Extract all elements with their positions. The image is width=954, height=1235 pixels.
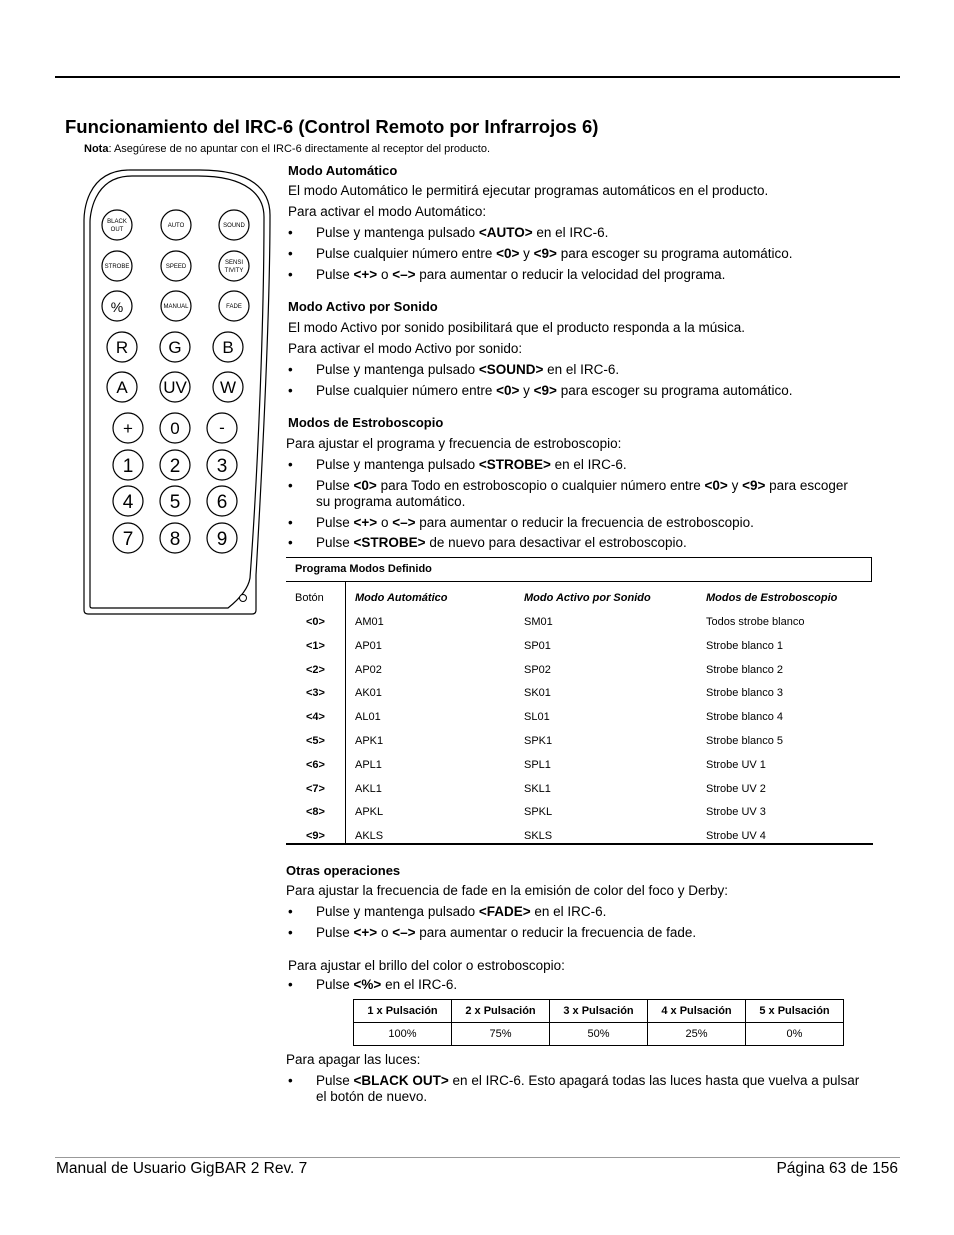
row-sound: SM01 <box>524 616 553 628</box>
row-button: <2> <box>306 663 325 676</box>
row-button: <0> <box>306 616 325 628</box>
pulse-header-1: 1 x Pulsación <box>354 1000 452 1023</box>
row-strobe: Strobe UV 2 <box>706 782 766 795</box>
row-auto: AP02 <box>355 663 382 676</box>
remote-blackout-label-1: BLACK <box>107 219 127 225</box>
row-sound: SKL1 <box>524 782 551 795</box>
program-table-title: Programa Modos Definido <box>295 563 432 575</box>
row-auto: AM01 <box>355 616 384 628</box>
row-strobe: Strobe UV 1 <box>706 758 766 771</box>
row-auto: APL1 <box>355 758 382 771</box>
pulse-brightness-table <box>353 999 844 1046</box>
remote-sound-label: SOUND <box>223 223 245 229</box>
row-button: <1> <box>306 639 325 652</box>
program-table-row <box>286 682 873 706</box>
remote-r-label: R <box>115 338 129 357</box>
row-sound: SK01 <box>524 687 551 700</box>
pulse-value-5: 0% <box>746 1023 844 1046</box>
row-strobe: Strobe blanco 3 <box>706 687 784 700</box>
sound-description: El modo Activo por sonido posibilitará que el producto responda a la música. <box>288 320 746 335</box>
row-button: <3> <box>306 687 325 700</box>
row-strobe: Strobe blanco 2 <box>706 663 784 676</box>
program-table-row <box>286 730 873 754</box>
sound-section-title: Modo Activo por Sonido <box>288 299 438 314</box>
other-lead-3: Para apagar las luces: <box>286 1052 421 1067</box>
row-auto: AK01 <box>355 687 382 700</box>
remote-auto-label: AUTO <box>167 223 185 229</box>
row-sound: SP02 <box>524 663 551 676</box>
remote-digit-2: 2 <box>169 456 181 477</box>
footer-manual-title: Manual de Usuario GigBAR 2 Rev. 7 <box>56 1160 308 1177</box>
remote-digit-5: 5 <box>169 492 181 513</box>
remote-sensitivity-label-2: TIVITY <box>224 268 244 274</box>
row-button: <5> <box>306 735 325 747</box>
remote-digit-6: 6 <box>216 492 228 513</box>
remote-a-label: A <box>116 378 128 397</box>
pulse-value-3: 50% <box>550 1023 648 1046</box>
row-sound: SL01 <box>524 711 550 724</box>
row-button: <4> <box>306 711 325 724</box>
pulse-value-1: 100% <box>354 1023 452 1046</box>
remote-digit-1: 1 <box>122 456 134 477</box>
remote-manual-label: MANUAL <box>163 304 189 310</box>
remote-strobe-label: STROBE <box>104 264 130 270</box>
header-strobe: Modos de Estroboscopio <box>706 592 838 604</box>
note-text: : Asegúrese de no apuntar con el IRC-6 directamente al receptor del producto. <box>108 143 491 155</box>
row-sound: SPKL <box>524 806 553 819</box>
remote-w-label: W <box>219 378 237 397</box>
remote-g-label: G <box>168 338 182 357</box>
pulse-table-values-row <box>354 1023 844 1046</box>
remote-control-illustration <box>0 0 280 625</box>
program-table-header-row <box>286 587 873 611</box>
auto-description: El modo Automático le permitirá ejecutar programas automáticos en el producto. <box>288 183 769 198</box>
remote-indicator <box>240 595 247 602</box>
remote-sensitivity-label-1: SENSI <box>224 260 244 266</box>
remote-digit-8: 8 <box>169 529 181 550</box>
footer-page-number: Página 63 de 156 <box>776 1160 898 1177</box>
program-table-row <box>286 611 873 635</box>
row-button: <6> <box>306 758 325 771</box>
remote-digit-3: 3 <box>216 456 228 477</box>
row-sound: SKLS <box>524 830 553 843</box>
note-label: Nota <box>84 143 109 155</box>
pulse-header-3: 3 x Pulsación <box>550 1000 648 1023</box>
remote-digit-9: 9 <box>216 529 228 550</box>
strobe-section-title: Modos de Estroboscopio <box>288 415 444 430</box>
auto-section-title: Modo Automático <box>288 163 398 178</box>
header-sound: Modo Activo por Sonido <box>524 592 651 604</box>
row-strobe: Strobe blanco 1 <box>706 639 784 652</box>
remote-zero-label: 0 <box>170 419 180 438</box>
sound-lead: Para activar el modo Activo por sonido: <box>288 341 523 356</box>
program-table-row <box>286 659 873 683</box>
pulse-table-header-row <box>354 1000 844 1023</box>
auto-lead: Para activar el modo Automático: <box>288 204 487 219</box>
program-table-row <box>286 825 873 849</box>
remote-speed-label: SPEED <box>165 264 187 270</box>
row-sound: SPL1 <box>524 758 551 771</box>
row-auto: APKL <box>355 806 384 819</box>
header-boton: Botón <box>295 592 324 604</box>
row-auto: APK1 <box>355 735 384 747</box>
row-strobe: Todos strobe blanco <box>706 616 805 628</box>
row-strobe: Strobe blanco 5 <box>706 735 784 747</box>
program-table-row <box>286 778 873 802</box>
strobe-lead: Para ajustar el programa y frecuencia de estroboscopio: <box>286 436 622 451</box>
page-title: Funcionamiento del IRC-6 (Control Remoto por Infrarrojos 6) <box>65 116 599 137</box>
remote-uv-label: UV <box>163 378 187 397</box>
row-auto: AP01 <box>355 639 382 652</box>
footer-rule <box>55 1157 900 1158</box>
program-table-bottom-rule <box>286 843 873 845</box>
other-lead: Para ajustar la frecuencia de fade en la emisión de color del foco y Derby: <box>286 883 728 898</box>
pulse-header-5: 5 x Pulsación <box>746 1000 844 1023</box>
other-section-title: Otras operaciones <box>286 863 401 878</box>
row-button: <7> <box>306 782 325 795</box>
row-auto: AL01 <box>355 711 381 724</box>
remote-digit-7: 7 <box>122 529 134 550</box>
row-strobe: Strobe UV 3 <box>706 806 766 819</box>
remote-minus-label: - <box>219 418 225 437</box>
pulse-header-4: 4 x Pulsación <box>648 1000 746 1023</box>
other-lead-2: Para ajustar el brillo del color o estroboscopio: <box>288 958 565 973</box>
program-table-row <box>286 706 873 730</box>
row-strobe: Strobe blanco 4 <box>706 711 784 724</box>
program-table-row <box>286 754 873 778</box>
row-button: <9> <box>306 830 325 843</box>
program-table-title-box <box>286 557 872 582</box>
program-table-column-divider <box>345 582 346 844</box>
program-table-row <box>286 635 873 659</box>
pulse-value-2: 75% <box>452 1023 550 1046</box>
remote-fade-label: FADE <box>226 304 242 310</box>
row-strobe: Strobe UV 4 <box>706 830 766 843</box>
remote-blackout-label-2: OUT <box>110 227 124 233</box>
row-sound: SP01 <box>524 639 551 652</box>
row-auto: AKLS <box>355 830 384 843</box>
pulse-header-2: 2 x Pulsación <box>452 1000 550 1023</box>
remote-digit-4: 4 <box>122 492 134 513</box>
remote-b-label: B <box>222 338 234 357</box>
row-sound: SPK1 <box>524 735 553 747</box>
header-auto: Modo Automático <box>355 592 448 604</box>
program-table-row <box>286 801 873 825</box>
remote-percent-label: % <box>110 299 124 315</box>
pulse-value-4: 25% <box>648 1023 746 1046</box>
row-auto: AKL1 <box>355 782 382 795</box>
row-button: <8> <box>306 806 325 819</box>
remote-plus-label: + <box>123 419 133 438</box>
